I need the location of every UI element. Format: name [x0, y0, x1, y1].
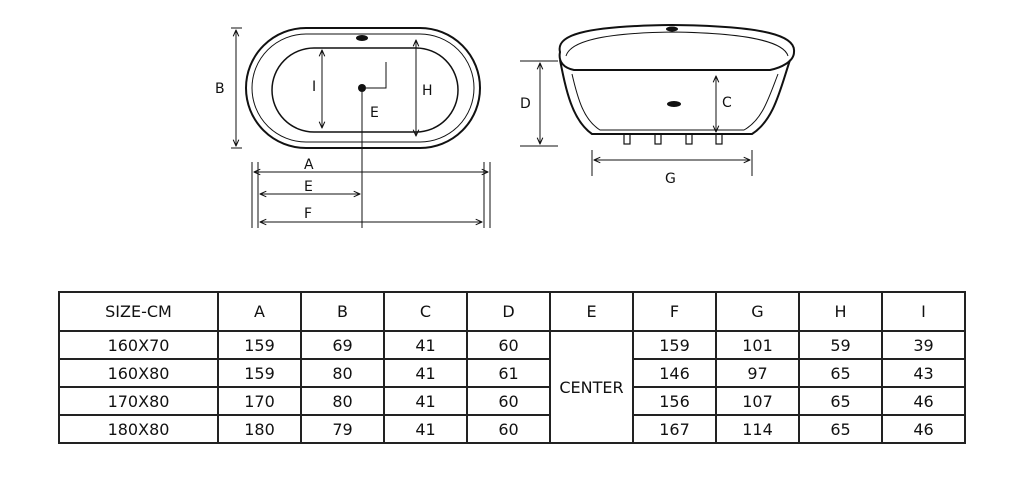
- table-row: [59, 359, 965, 387]
- label-H: H: [422, 83, 433, 99]
- cell-g: 97: [716, 359, 799, 387]
- cell-size: 160X70: [59, 331, 218, 359]
- header-d: D: [467, 292, 550, 331]
- header-c: C: [384, 292, 467, 331]
- side-drain: [667, 101, 681, 107]
- cell-h: 65: [799, 415, 882, 443]
- cell-g: 114: [716, 415, 799, 443]
- label-C: C: [722, 95, 732, 111]
- cell-b: 69: [301, 331, 384, 359]
- cell-a: 159: [218, 331, 301, 359]
- cell-f: 167: [633, 415, 716, 443]
- table-row: [59, 387, 965, 415]
- label-G: G: [665, 171, 676, 187]
- cell-i: 39: [882, 331, 965, 359]
- cell-i: 46: [882, 387, 965, 415]
- cell-g: 107: [716, 387, 799, 415]
- header-b: B: [301, 292, 384, 331]
- cell-c: 41: [384, 331, 467, 359]
- cell-h: 59: [799, 331, 882, 359]
- tub-body-profile: [560, 60, 790, 134]
- cell-f: 159: [633, 331, 716, 359]
- cell-f: 146: [633, 359, 716, 387]
- side-view: [520, 25, 794, 176]
- cell-a: 170: [218, 387, 301, 415]
- header-f: F: [633, 292, 716, 331]
- cell-d: 61: [467, 359, 550, 387]
- cell-b: 79: [301, 415, 384, 443]
- cell-i: 43: [882, 359, 965, 387]
- cell-b: 80: [301, 387, 384, 415]
- header-size: SIZE-CM: [59, 292, 218, 331]
- cell-a: 180: [218, 415, 301, 443]
- label-F: F: [304, 206, 313, 222]
- table-row: [59, 331, 965, 359]
- cell-f: 156: [633, 387, 716, 415]
- drain-hole: [358, 84, 366, 92]
- cell-b: 80: [301, 359, 384, 387]
- header-g: G: [716, 292, 799, 331]
- cell-d: 60: [467, 415, 550, 443]
- header-i: I: [882, 292, 965, 331]
- overflow-hole: [356, 35, 368, 41]
- cell-c: 41: [384, 359, 467, 387]
- tub-feet: [624, 134, 722, 144]
- cell-i: 46: [882, 415, 965, 443]
- cell-size: 170X80: [59, 387, 218, 415]
- label-B: B: [215, 81, 225, 97]
- dimension-table: [58, 291, 966, 444]
- cell-e-center: CENTER: [550, 331, 633, 443]
- cell-size: 180X80: [59, 415, 218, 443]
- label-A: A: [304, 157, 314, 173]
- cell-a: 159: [218, 359, 301, 387]
- cell-c: 41: [384, 387, 467, 415]
- header-h: H: [799, 292, 882, 331]
- cell-h: 65: [799, 387, 882, 415]
- table-header-row: [59, 292, 965, 331]
- label-D: D: [520, 96, 531, 112]
- header-e: E: [550, 292, 633, 331]
- cell-c: 41: [384, 415, 467, 443]
- label-E-dim: E: [304, 179, 313, 195]
- label-I: I: [312, 79, 317, 95]
- side-overflow: [666, 27, 678, 32]
- top-view: [231, 28, 490, 228]
- table-row: [59, 415, 965, 443]
- cell-h: 65: [799, 359, 882, 387]
- header-a: A: [218, 292, 301, 331]
- cell-d: 60: [467, 387, 550, 415]
- cell-size: 160X80: [59, 359, 218, 387]
- cell-d: 60: [467, 331, 550, 359]
- side-view-labels: [520, 95, 732, 187]
- label-E-inner: E: [370, 105, 379, 121]
- cell-g: 101: [716, 331, 799, 359]
